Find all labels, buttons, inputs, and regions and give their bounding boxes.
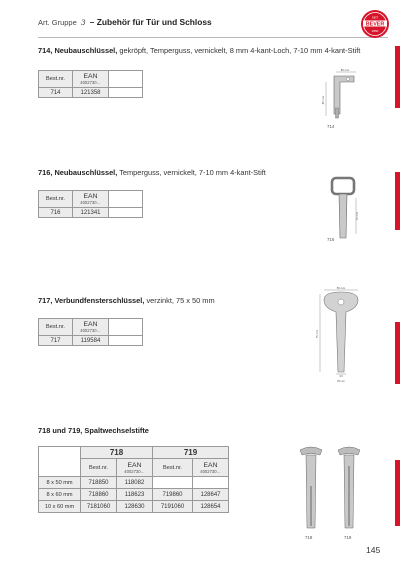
logo-tagline: SEIT: [371, 15, 379, 20]
col-bestnr: Best.nr.: [39, 319, 73, 336]
ean-cell: 128647: [193, 489, 229, 501]
section-tab: [395, 46, 400, 108]
col-bestnr: Best.nr.: [81, 459, 117, 477]
section-tab: [395, 322, 400, 384]
section-tab: [395, 172, 400, 230]
bever-logo: [360, 9, 390, 39]
product-title-717: 717, Verbundfensterschlüssel, verzinkt, 75 x 50 mm: [38, 296, 215, 305]
article-table-717: [38, 318, 143, 346]
group-title: – Zubehör für Tür und Schloss: [89, 17, 212, 27]
col-bestnr: Best.nr.: [39, 191, 73, 208]
size-cell: 10 x 60 mm: [39, 501, 81, 513]
bestnr-cell: 718860: [81, 489, 117, 501]
ean-cell: 121341: [73, 208, 109, 218]
ean-cell: 121358: [73, 88, 109, 98]
svg-text:75 mm: 75 mm: [315, 329, 319, 339]
col-ean: EAN 4002730…: [73, 191, 109, 208]
logo-brand: BEVER: [365, 21, 385, 28]
bestnr-cell: 716: [39, 208, 73, 218]
ean-cell: 119584: [73, 336, 109, 346]
table-row: [39, 489, 229, 501]
svg-text:80 mm: 80 mm: [321, 95, 325, 105]
col-bestnr: Best.nr.: [39, 71, 73, 88]
spaltwechselstift-719-illustration: [336, 446, 362, 532]
size-cell: 8 x 50 mm: [39, 477, 81, 489]
figure-label-718: 718: [305, 535, 313, 540]
page-header: [38, 17, 212, 27]
figure-label-714: 714: [327, 124, 335, 129]
bestnr-cell: [153, 477, 193, 489]
svg-text:50 mm: 50 mm: [336, 286, 346, 290]
col-ean: EAN 4002730…: [73, 319, 109, 336]
table-row: [39, 208, 143, 218]
header-divider: [38, 37, 388, 38]
product-title-714: 714, Neubauschlüssel, gekröpft, Temperguss, vernickelt, 8 mm 4-kant-Loch, 7-10 mm 4-kant-Stift: [38, 46, 361, 55]
ean-cell: 128630: [117, 501, 153, 513]
key-714-illustration: [318, 70, 358, 125]
figure-label-719: 719: [344, 535, 352, 540]
col-ean: EAN 4002730…: [193, 459, 229, 477]
svg-text:3.6: 3.6: [339, 375, 343, 378]
logo-year: 1850: [371, 29, 379, 33]
col-ean: EAN 4002730…: [73, 71, 109, 88]
group-719-header: 719: [153, 447, 229, 459]
section-tab: [395, 460, 400, 526]
bestnr-cell: 717: [39, 336, 73, 346]
table-row: [39, 88, 143, 98]
key-717-illustration: [310, 286, 362, 386]
col-ean: EAN 4002730…: [117, 459, 153, 477]
article-table-716: [38, 190, 143, 218]
bestnr-cell: 7191060: [153, 501, 193, 513]
svg-text:80 mm: 80 mm: [340, 68, 350, 72]
product-title-716: 716, Neubauschlüssel, Temperguss, vernickelt, 7-10 mm 4-kant-Stift: [38, 168, 266, 177]
bestnr-cell: 718850: [81, 477, 117, 489]
spalt-title: 718 und 719, Spaltwechselstifte: [38, 426, 149, 435]
col-bestnr: Best.nr.: [153, 459, 193, 477]
table-row: [39, 501, 229, 513]
ean-cell: 128654: [193, 501, 229, 513]
article-table-714: [38, 70, 143, 98]
svg-text:25 mm: 25 mm: [337, 380, 345, 383]
key-716-illustration: [326, 176, 360, 242]
group-prefix: Art. Gruppe: [38, 18, 77, 27]
size-cell: 8 x 60 mm: [39, 489, 81, 501]
ean-cell: [193, 477, 229, 489]
spalt-table: [38, 446, 229, 513]
page-number: 145: [366, 545, 381, 555]
bestnr-cell: 714: [39, 88, 73, 98]
group-number: 3: [80, 18, 86, 27]
bestnr-cell: 719860: [153, 489, 193, 501]
ean-cell: 118623: [117, 489, 153, 501]
svg-text:72 mm: 72 mm: [355, 211, 359, 221]
spaltwechselstift-718-illustration: [298, 446, 324, 532]
table-row: [39, 336, 143, 346]
figure-label-716: 716: [327, 237, 335, 242]
ean-cell: 118082: [117, 477, 153, 489]
bestnr-cell: 7181060: [81, 501, 117, 513]
table-row: [39, 477, 229, 489]
group-718-header: 718: [81, 447, 153, 459]
